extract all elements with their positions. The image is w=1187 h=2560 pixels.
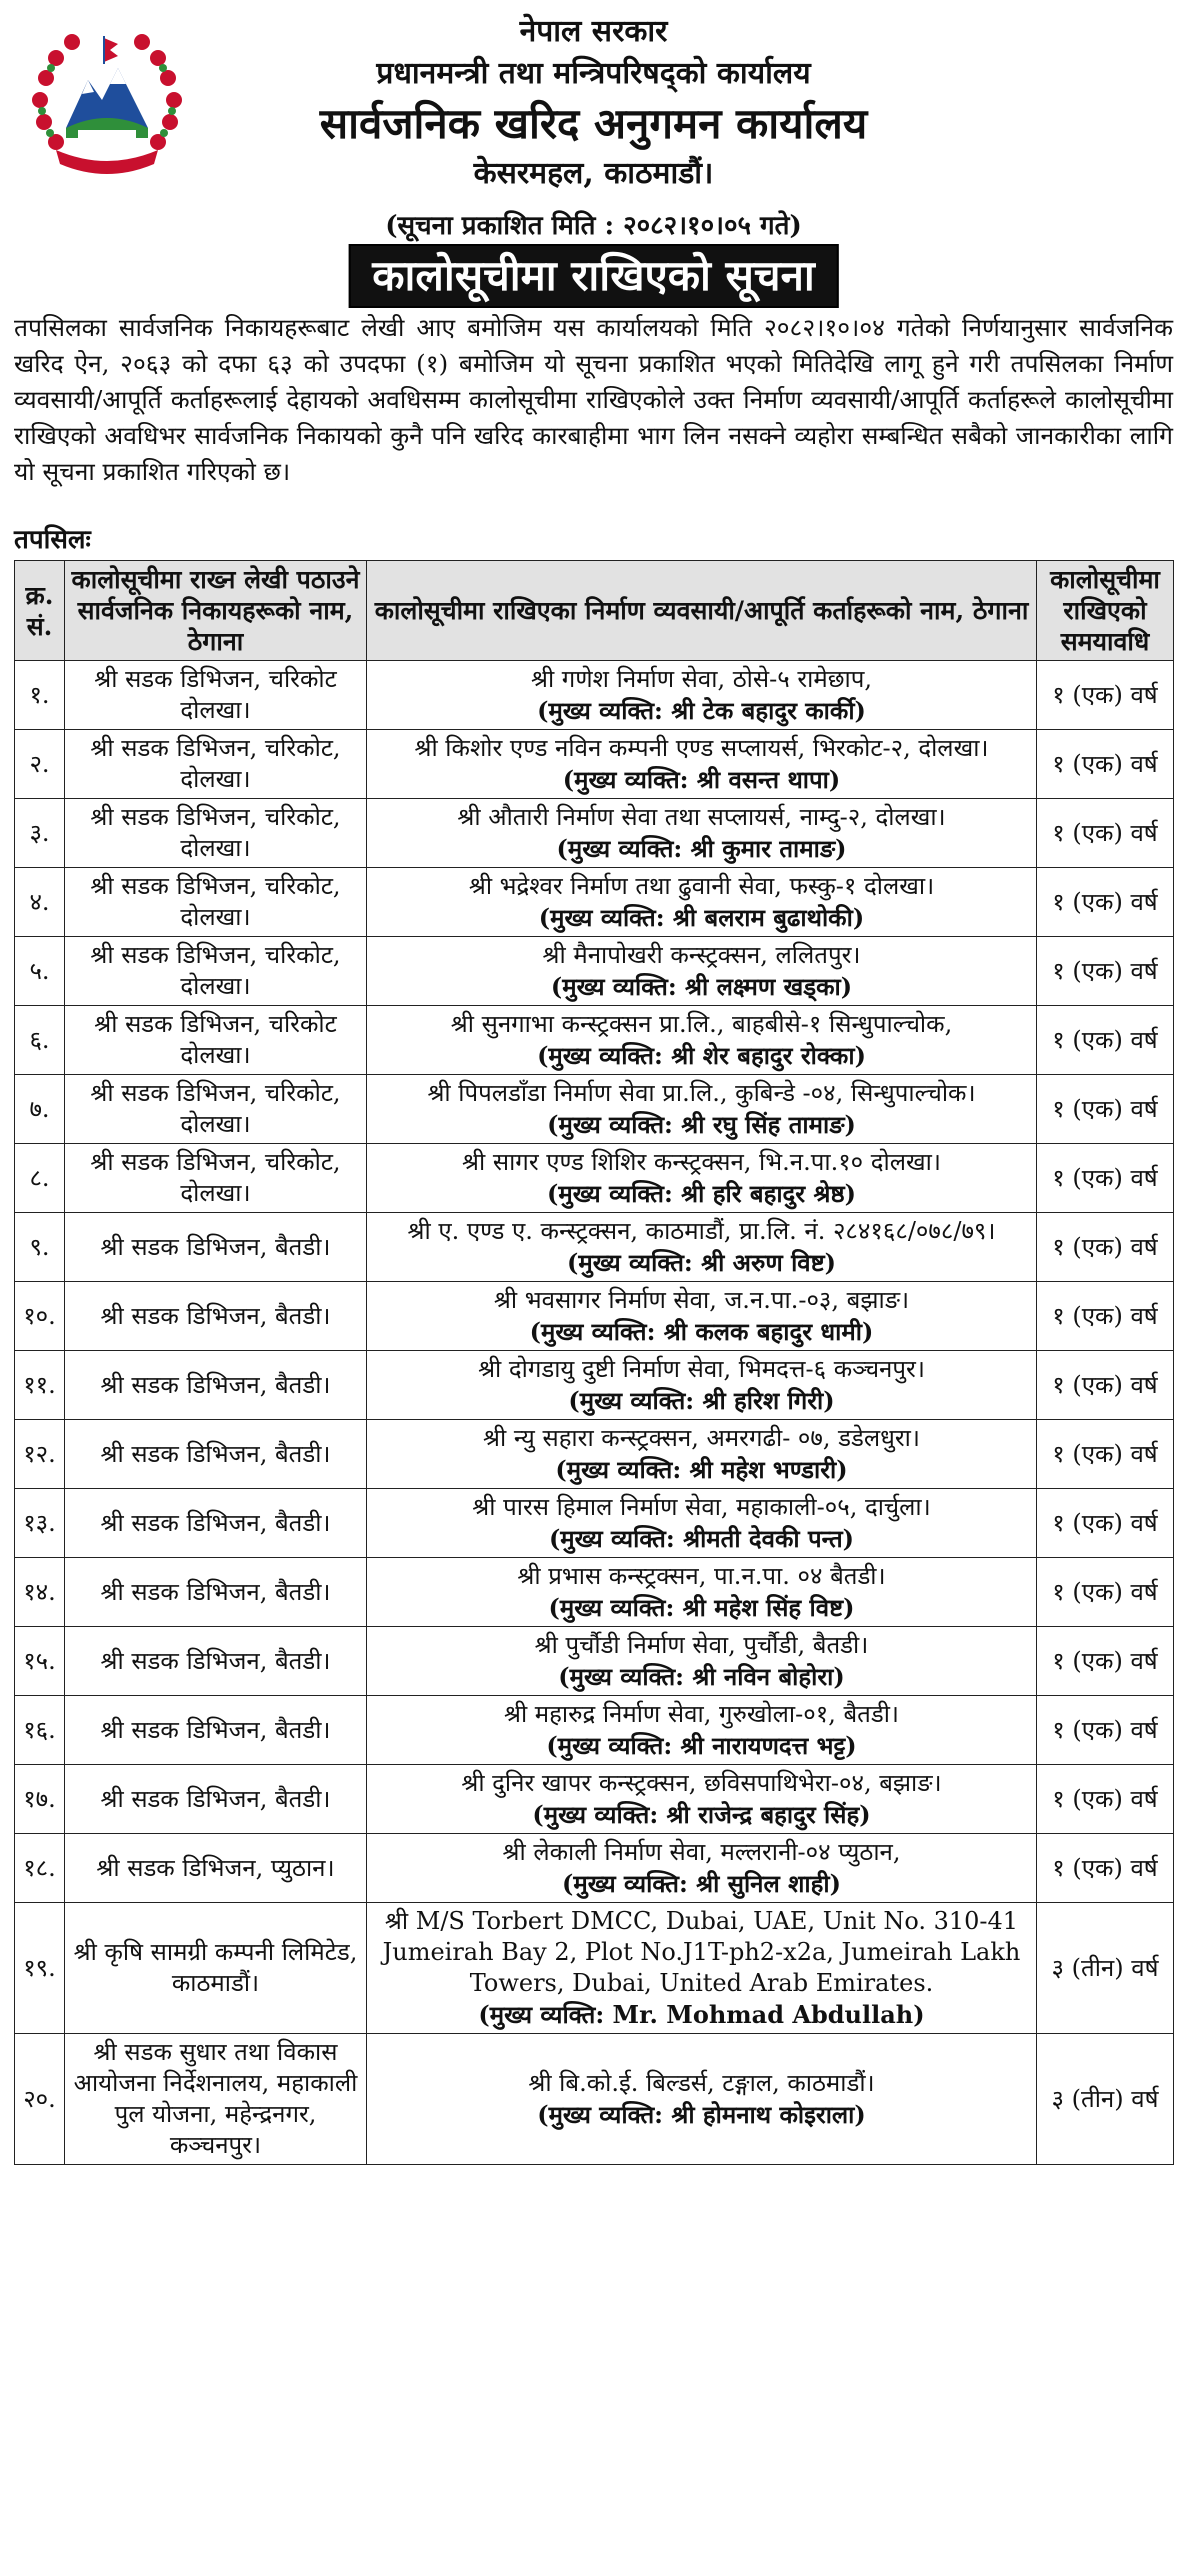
row-key-person: (मुख्य व्यक्ति: श्री बलराम बुढाथोकी) — [538, 903, 865, 932]
row-firm-cell — [367, 1696, 1037, 1765]
row-serial: १०. — [15, 1282, 65, 1351]
row-period: १ (एक) वर्ष — [1037, 1696, 1174, 1765]
tapsil-label: तपसिलः — [14, 525, 91, 555]
row-firm-cell — [367, 868, 1037, 937]
row-serial: २०. — [15, 2034, 65, 2165]
table-row — [15, 1282, 1174, 1351]
row-firm-cell — [367, 730, 1037, 799]
row-period: १ (एक) वर्ष — [1037, 1213, 1174, 1282]
table-row — [15, 1144, 1174, 1213]
row-firm: श्री भवसागर निर्माण सेवा, ज.न.पा.-०३, बझाङ। — [493, 1286, 910, 1314]
row-period: १ (एक) वर्ष — [1037, 661, 1174, 730]
row-firm: श्री सुनगाभा कन्स्ट्रक्सन प्रा.लि., बाहबीसे-१ सिन्धुपाल्चोक, — [450, 1010, 953, 1038]
row-period: १ (एक) वर्ष — [1037, 868, 1174, 937]
notice-header — [14, 0, 1173, 241]
row-key-person: (मुख्य व्यक्ति: श्री लक्ष्मण खड्का) — [550, 972, 853, 1001]
row-agency: श्री सडक डिभिजन, बैतडी। — [65, 1351, 367, 1420]
row-key-person: (मुख्य व्यक्ति: श्री कुमार तामाङ) — [556, 834, 847, 863]
row-firm-cell — [367, 1627, 1037, 1696]
row-key-person: (मुख्य व्यक्ति: श्री राजेन्द्र बहादुर सिंह) — [532, 1800, 871, 1829]
row-period: १ (एक) वर्ष — [1037, 730, 1174, 799]
table-row — [15, 1834, 1174, 1903]
row-firm: श्री दोगडायु दुष्टी निर्माण सेवा, भिमदत्त-६ कञ्चनपुर। — [478, 1355, 925, 1383]
row-key-person: (मुख्य व्यक्ति: श्री हरि बहादुर श्रेष्ठ) — [547, 1179, 856, 1208]
row-serial: ५. — [15, 937, 65, 1006]
header-agency: कालोसूचीमा राख्न लेखी पठाउने सार्वजनिक निकायहरूको नाम, ठेगाना — [65, 561, 367, 661]
row-serial: ६. — [15, 1006, 65, 1075]
header-period: कालोसूचीमा राखिएको समयावधि — [1037, 561, 1174, 661]
row-firm: श्री लेकाली निर्माण सेवा, मल्लरानी-०४ प्युठान, — [502, 1838, 901, 1866]
row-firm-cell — [367, 1213, 1037, 1282]
table-row — [15, 1765, 1174, 1834]
row-serial: १. — [15, 661, 65, 730]
row-firm: श्री भद्रेश्वर निर्माण तथा ढुवानी सेवा, फस्कु-१ दोलखा। — [468, 872, 935, 900]
row-agency: श्री कृषि सामग्री कम्पनी लिमिटेड, काठमाडौं। — [65, 1903, 367, 2034]
row-key-person: (मुख्य व्यक्ति: श्री टेक बहादुर कार्की) — [537, 696, 866, 725]
publication-date: (सूचना प्रकाशित मिति : २०८२।१०।०५ गते) — [385, 211, 802, 241]
row-period: १ (एक) वर्ष — [1037, 1489, 1174, 1558]
row-period: ३ (तीन) वर्ष — [1037, 1903, 1174, 2034]
header-text-block — [14, 12, 1173, 248]
notice-title: कालोसूचीमा राखिएको सूचना — [348, 244, 839, 308]
row-key-person: (मुख्य व्यक्ति: Mr. Mohmad Abdullah) — [478, 2000, 925, 2029]
row-agency: श्री सडक डिभिजन, चरिकोट, दोलखा। — [65, 868, 367, 937]
row-key-person: (मुख्य व्यक्ति: श्री महेश सिंह विष्ट) — [548, 1593, 855, 1622]
row-key-person: (मुख्य व्यक्ति: श्री नविन बोहोरा) — [558, 1662, 845, 1691]
row-key-person: (मुख्य व्यक्ति: श्री होमनाथ कोइराला) — [537, 2100, 866, 2129]
row-serial: १७. — [15, 1765, 65, 1834]
row-firm-cell — [367, 1558, 1037, 1627]
row-agency: श्री सडक डिभिजन, चरिकोट, दोलखा। — [65, 1144, 367, 1213]
row-firm-cell — [367, 1351, 1037, 1420]
row-firm: श्री सागर एण्ड शिशिर कन्स्ट्रक्सन, भि.न.पा.१० दोलखा। — [462, 1148, 941, 1176]
row-firm-cell — [367, 661, 1037, 730]
row-firm-cell — [367, 1006, 1037, 1075]
table-row — [15, 730, 1174, 799]
row-serial: १८. — [15, 1834, 65, 1903]
table-row — [15, 1213, 1174, 1282]
government-name: नेपाल सरकार — [519, 14, 668, 49]
row-firm-cell — [367, 1420, 1037, 1489]
row-key-person: (मुख्य व्यक्ति: श्रीमती देवकी पन्त) — [548, 1524, 855, 1553]
row-serial: ११. — [15, 1351, 65, 1420]
row-serial: १२. — [15, 1420, 65, 1489]
row-firm-cell — [367, 1903, 1037, 2034]
table-row — [15, 868, 1174, 937]
row-period: १ (एक) वर्ष — [1037, 1420, 1174, 1489]
row-agency: श्री सडक डिभिजन, चरिकोट दोलखा। — [65, 661, 367, 730]
office-address: केसरमहल, काठमाडौं। — [473, 156, 714, 191]
row-firm: श्री ए. एण्ड ए. कन्स्ट्रक्सन, काठमाडौं, प्रा.लि. नं. २८४१६८/०७८/७९। — [407, 1217, 996, 1245]
row-firm-cell — [367, 1282, 1037, 1351]
row-serial: ४. — [15, 868, 65, 937]
row-serial: १६. — [15, 1696, 65, 1765]
row-firm: श्री प्रभास कन्स्ट्रक्सन, पा.न.पा. ०४ बैतडी। — [517, 1562, 886, 1590]
table-body — [15, 661, 1174, 2165]
table-row — [15, 661, 1174, 730]
header-serial: क्र. सं. — [15, 561, 65, 661]
office-name: सार्वजनिक खरिद अनुगमन कार्यालय — [319, 99, 868, 148]
row-agency: श्री सडक डिभिजन, प्युठान। — [65, 1834, 367, 1903]
row-firm-cell — [367, 2034, 1037, 2165]
row-firm-cell — [367, 1834, 1037, 1903]
row-period: १ (एक) वर्ष — [1037, 937, 1174, 1006]
row-period: १ (एक) वर्ष — [1037, 1006, 1174, 1075]
row-firm: श्री पारस हिमाल निर्माण सेवा, महाकाली-०५, दार्चुला। — [472, 1493, 931, 1521]
intro-paragraph: तपसिलका सार्वजनिक निकायहरूबाट लेखी आए बमोजिम यस कार्यालयको मिति २०८२।१०।०४ गतेको निर्णयानुसार सार्वजनिक खरिद ऐन, २०६३ को दफा ६३ को उपदफा (१) बमोजिम यो सूचना प्रकाशित भएको मितिदेखि लागू हुने गरी तपसिलका निर्माण व्यवसायी/आपूर्ति कर्ताहरूलाई देहायको अवधिसम्म कालोसूचीमा राखिएकोले उक्त निर्माण व्यवसायी/आपूर्ति कर्ताहरूले कालोसूचीमा राखिएको अवधिभर सार्वजनिक निकायको कुनै पनि खरिद कारबाहीमा भाग लिन नसक्ने व्यहोरा सम्बन्धित सबैको जानकारीका लागि यो सूचना प्रकाशित गरिएको छ। — [14, 313, 1173, 486]
table-row — [15, 1075, 1174, 1144]
row-period: १ (एक) वर्ष — [1037, 1558, 1174, 1627]
row-key-person: (मुख्य व्यक्ति: श्री कलक बहादुर धामी) — [529, 1317, 874, 1346]
row-firm: श्री गणेश निर्माण सेवा, ठोसे-५ रामेछाप, — [530, 665, 873, 693]
row-agency: श्री सडक डिभिजन, बैतडी। — [65, 1765, 367, 1834]
row-period: १ (एक) वर्ष — [1037, 799, 1174, 868]
row-firm: श्री पिपलडाँडा निर्माण सेवा प्रा.लि., कुबिन्डे -०४, सिन्धुपाल्चोक। — [427, 1079, 976, 1107]
table-row — [15, 937, 1174, 1006]
row-firm-cell — [367, 937, 1037, 1006]
row-agency: श्री सडक डिभिजन, बैतडी। — [65, 1627, 367, 1696]
row-firm: श्री मैनापोखरी कन्स्ट्रक्सन, ललितपुर। — [542, 941, 861, 969]
table-header-row — [15, 561, 1174, 661]
table-row — [15, 1489, 1174, 1558]
row-firm: श्री किशोर एण्ड नविन कम्पनी एण्ड सप्लायर्स, भिरकोट-२, दोलखा। — [414, 734, 989, 762]
row-key-person: (मुख्य व्यक्ति: श्री रघु सिंह तामाङ) — [547, 1110, 856, 1139]
row-serial: २. — [15, 730, 65, 799]
row-serial: ३. — [15, 799, 65, 868]
row-period: ३ (तीन) वर्ष — [1037, 2034, 1174, 2165]
table-row — [15, 799, 1174, 868]
table-row — [15, 1903, 1174, 2034]
table-row — [15, 1627, 1174, 1696]
row-period: १ (एक) वर्ष — [1037, 1144, 1174, 1213]
row-period: १ (एक) वर्ष — [1037, 1351, 1174, 1420]
row-firm: श्री M/S Torbert DMCC, Dubai, UAE, Unit No. 310-41 Jumeirah Bay 2, Plot No.J1T-ph2-x2a, Jumeirah Lakh Towers, Dubai, United Arab Emirates. — [382, 1907, 1021, 1997]
row-firm: श्री औतारी निर्माण सेवा तथा सप्लायर्स, नाम्दु-२, दोलखा। — [457, 803, 946, 831]
row-key-person: (मुख्य व्यक्ति: श्री नारायणदत्त भट्ट) — [546, 1731, 857, 1760]
row-firm-cell — [367, 1075, 1037, 1144]
row-agency: श्री सडक डिभिजन, बैतडी। — [65, 1558, 367, 1627]
ministry-name: प्रधानमन्त्री तथा मन्त्रिपरिषद्को कार्यालय — [376, 56, 811, 91]
row-serial: १५. — [15, 1627, 65, 1696]
row-firm-cell — [367, 1489, 1037, 1558]
row-agency: श्री सडक डिभिजन, चरिकोट, दोलखा। — [65, 1075, 367, 1144]
row-firm-cell — [367, 799, 1037, 868]
row-agency: श्री सडक सुधार तथा विकास आयोजना निर्देशनालय, महाकाली पुल योजना, महेन्द्रनगर, कञ्चनपुर। — [65, 2034, 367, 2165]
row-serial: १४. — [15, 1558, 65, 1627]
row-agency: श्री सडक डिभिजन, बैतडी। — [65, 1282, 367, 1351]
row-period: १ (एक) वर्ष — [1037, 1075, 1174, 1144]
row-period: १ (एक) वर्ष — [1037, 1834, 1174, 1903]
row-serial: ७. — [15, 1075, 65, 1144]
row-key-person: (मुख्य व्यक्ति: श्री सुनिल शाही) — [562, 1869, 841, 1898]
row-serial: १९. — [15, 1903, 65, 2034]
row-agency: श्री सडक डिभिजन, बैतडी। — [65, 1489, 367, 1558]
row-serial: ८. — [15, 1144, 65, 1213]
row-firm: श्री दुनिर खापर कन्स्ट्रक्सन, छविसपाथिभेरा-०४, बझाङ। — [461, 1769, 942, 1797]
blacklist-table — [14, 560, 1174, 2165]
row-agency: श्री सडक डिभिजन, बैतडी। — [65, 1420, 367, 1489]
row-agency: श्री सडक डिभिजन, चरिकोट दोलखा। — [65, 1006, 367, 1075]
row-agency: श्री सडक डिभिजन, चरिकोट, दोलखा। — [65, 937, 367, 1006]
table-row — [15, 2034, 1174, 2165]
row-firm: श्री महारुद्र निर्माण सेवा, गुरुखोला-०१, बैतडी। — [503, 1700, 900, 1728]
row-serial: १३. — [15, 1489, 65, 1558]
row-period: १ (एक) वर्ष — [1037, 1627, 1174, 1696]
row-firm: श्री न्यु सहारा कन्स्ट्रक्सन, अमरगढी- ०७, डडेलधुरा। — [483, 1424, 920, 1452]
row-firm-cell — [367, 1765, 1037, 1834]
row-period: १ (एक) वर्ष — [1037, 1282, 1174, 1351]
header-firm: कालोसूचीमा राखिएका निर्माण व्यवसायी/आपूर्ति कर्ताहरूको नाम, ठेगाना — [367, 561, 1037, 661]
table-row — [15, 1420, 1174, 1489]
row-period: १ (एक) वर्ष — [1037, 1765, 1174, 1834]
table-row — [15, 1696, 1174, 1765]
row-key-person: (मुख्य व्यक्ति: श्री महेश भण्डारी) — [555, 1455, 848, 1484]
row-key-person: (मुख्य व्यक्ति: श्री शेर बहादुर रोक्का) — [537, 1041, 866, 1070]
row-key-person: (मुख्य व्यक्ति: श्री वसन्त थापा) — [562, 765, 841, 794]
row-agency: श्री सडक डिभिजन, बैतडी। — [65, 1213, 367, 1282]
row-firm-cell — [367, 1144, 1037, 1213]
row-key-person: (मुख्य व्यक्ति: श्री हरिश गिरी) — [568, 1386, 835, 1415]
table-row — [15, 1558, 1174, 1627]
row-firm: श्री बि.को.ई. बिल्डर्स, टङ्गाल, काठमाडौं। — [528, 2069, 875, 2097]
table-row — [15, 1006, 1174, 1075]
row-firm: श्री पुर्चौडी निर्माण सेवा, पुर्चौडी, बैतडी। — [534, 1631, 869, 1659]
row-agency: श्री सडक डिभिजन, बैतडी। — [65, 1696, 367, 1765]
row-serial: ९. — [15, 1213, 65, 1282]
row-agency: श्री सडक डिभिजन, चरिकोट, दोलखा। — [65, 799, 367, 868]
row-key-person: (मुख्य व्यक्ति: श्री अरुण विष्ट) — [566, 1248, 836, 1277]
table-row — [15, 1351, 1174, 1420]
row-agency: श्री सडक डिभिजन, चरिकोट, दोलखा। — [65, 730, 367, 799]
